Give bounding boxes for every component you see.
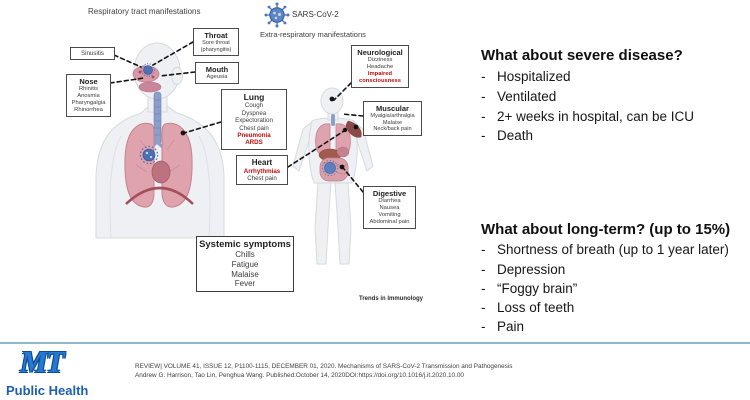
bullet-dash: -	[481, 109, 486, 124]
severe-bullet	[481, 128, 747, 143]
journal-source-label: Trends in Immunology	[359, 296, 424, 302]
bullet-text: “Foggy brain”	[497, 281, 578, 296]
symptom-box-sinusitis	[70, 47, 115, 60]
bullet-dash: -	[481, 69, 486, 84]
symptom-box-lung	[221, 89, 287, 150]
citation	[135, 363, 565, 381]
symptom-item: Headache	[366, 63, 394, 70]
symptom-box-digestive	[363, 186, 416, 229]
bullet-dash: -	[481, 89, 486, 104]
symptom-title: Neurological	[357, 48, 403, 57]
symptom-item: Nausea	[379, 204, 400, 211]
bullet-text: Shortness of breath (up to 1 year later)	[497, 242, 729, 257]
symptom-item-severe: Arrhythmias	[243, 167, 281, 175]
full-body-figure	[293, 88, 373, 264]
symptom-item: Myalgia/arthralgia	[370, 113, 415, 119]
mtsu-logo: MT	[20, 344, 63, 379]
bullet-dash: -	[481, 262, 486, 277]
severe-bullet	[481, 69, 747, 84]
symptom-item: Expectoration	[235, 117, 273, 125]
symptom-item: Dyspnea	[241, 109, 267, 117]
symptom-item: Malaise	[382, 119, 403, 126]
symptom-title: Throat	[204, 31, 228, 40]
symptom-item: Chest pain	[239, 124, 269, 132]
longterm-bullet	[481, 281, 747, 296]
symptom-item: Rhinitis	[78, 86, 98, 92]
symptom-item: Vomiting	[378, 211, 401, 218]
symptom-title: Heart	[251, 158, 273, 167]
symptom-title: Sinusitis	[80, 50, 105, 57]
bullet-text: Depression	[497, 262, 566, 277]
severe-bullet	[481, 89, 747, 104]
symptom-item: Anosmia	[77, 92, 100, 99]
bullet-dash: -	[481, 128, 486, 143]
severe-disease-heading: What about severe disease?	[481, 47, 683, 64]
longterm-bullet	[481, 319, 747, 334]
symptom-item: Malaise	[231, 269, 259, 279]
symptom-item: Fatigue	[231, 259, 259, 269]
symptom-title: Digestive	[372, 189, 407, 198]
symptom-box-systemic	[196, 236, 294, 292]
symptom-item: Sore throat	[202, 40, 230, 46]
longterm-bullet	[481, 242, 747, 257]
symptom-item: Chills	[235, 250, 255, 260]
virus-name-label: SARS-CoV-2	[292, 10, 339, 19]
bullet-dash: -	[481, 319, 486, 334]
bullet-text: Ventilated	[497, 89, 557, 104]
symptom-box-neurological	[351, 45, 409, 88]
respiratory-section-label: Respiratory tract manifestations	[88, 7, 201, 16]
symptom-item: Pharyngalgia	[71, 99, 106, 106]
symptom-item: Ageusia	[206, 74, 228, 80]
severe-bullet	[481, 109, 747, 124]
symptom-title: Nose	[79, 77, 98, 86]
symptom-box-heart	[236, 155, 288, 185]
bullet-dash: -	[481, 242, 486, 257]
citation-line-2: Andrew G. Harrison, Tao Lin, Penghua Wang. Published:October 14, 2020DOI:https://doi.org/10.1016/j.it.2020.10.00	[135, 371, 464, 379]
symptom-item-severe: Impaired	[367, 70, 393, 77]
symptom-title: Muscular	[376, 104, 409, 113]
bullet-text: Pain	[497, 319, 525, 334]
symptom-item: Rhinorrhea	[74, 106, 103, 113]
symptom-item: Neck/back pain	[373, 126, 412, 133]
longterm-bullet	[481, 300, 747, 315]
bullet-text: Hospitalized	[497, 69, 571, 84]
bullet-dash: -	[481, 300, 486, 315]
symptom-item: Dizziness	[367, 57, 393, 63]
citation-line-1: REVIEW| VOLUME 41, ISSUE 12, P1100-1115, DECEMBER 01, 2020. Mechanisms of SARS-CoV-2 Transmission and Pathogenesis	[135, 363, 513, 370]
symptom-item: Diarrhea	[378, 198, 401, 204]
symptom-box-nose	[66, 74, 111, 117]
symptom-title: Systemic symptoms	[199, 239, 291, 250]
symptom-item-severe: ARDS	[245, 139, 263, 147]
footer-divider	[0, 342, 750, 344]
symptom-item-severe: consciousness	[359, 77, 401, 84]
symptom-item: Fever	[234, 279, 256, 289]
symptom-item: Cough	[244, 102, 264, 110]
symptom-item-severe: Pneumonia	[237, 131, 271, 139]
symptom-title: Lung	[243, 92, 265, 102]
symptom-item: Abdominal pain	[369, 218, 410, 225]
extra-respiratory-section-label: Extra-respiratory manifestations	[260, 30, 366, 39]
bullet-text: Death	[497, 128, 534, 143]
symptom-title: Mouth	[205, 65, 229, 74]
symptom-box-throat	[193, 28, 239, 56]
symptom-item: (pharyngitis)	[200, 46, 232, 53]
bullet-text: Loss of teeth	[497, 300, 575, 315]
bullet-dash: -	[481, 281, 486, 296]
bullet-text: 2+ weeks in hospital, can be ICU	[497, 109, 694, 124]
public-health-label: Public Health	[6, 383, 89, 398]
symptom-box-mouth	[195, 62, 239, 84]
longterm-bullet	[481, 262, 747, 277]
symptom-box-muscular	[363, 101, 422, 136]
long-term-heading: What about long-term? (up to 15%)	[481, 221, 731, 238]
symptom-item: Chest pain	[247, 175, 277, 183]
